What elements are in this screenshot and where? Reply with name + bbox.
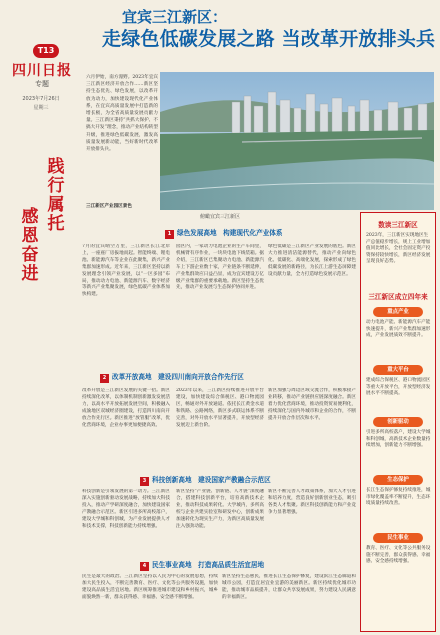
- logo-subtitle: 专题: [35, 80, 49, 88]
- headline-line-2: 走绿色低碳发展之路 当改革开放排头兵: [102, 28, 436, 50]
- sidebar-pill-3: 创新驱动: [373, 417, 423, 427]
- section-2-col-3: 新区加强与周边区域交流合作，积极承接产业转移，推动产业链供应链深度融合。新区着力优化营商环境，推动投资贸易便利化，持续深化与国内外城市和企业的合作，不断提升开放合作层次和水平。: [268, 388, 356, 421]
- section-3-title: [140, 474, 356, 485]
- section-3-col-3: 新区不断完善人才政策体系，加大人才引进和培养力度，营造良好创新创业生态，吸引各类人才集聚。新区科技创新能力和产业竞争力显著增强。: [268, 489, 356, 515]
- logo-text: 四川日报: [12, 63, 72, 79]
- headline-line-1: 宜宾三江新区：: [122, 8, 228, 26]
- slogan-line-1: 践行属托: [47, 157, 65, 234]
- section-3-heading: 科技创新高地 建设国家产教融合示范区: [152, 476, 271, 484]
- section-1-number: 1: [165, 230, 174, 239]
- vertical-slogan: [6, 157, 76, 284]
- sidebar-heading-1: 数读三江新区: [378, 221, 418, 229]
- section-4-col-2: 新区坚持生态惠民，推进长江生态保护修复，建设滨江生态廊道和城市公园，打造宜居宜业宜游的美丽新区。新区持续优化城市功能，推动城市品质提升，让群众共享发展成果，努力建设人民满意的幸福新区。: [222, 574, 356, 600]
- page-number-badge: T13: [33, 44, 59, 58]
- sidebar-pill-4: 生态保护: [373, 475, 423, 485]
- sidebar-heading-2: 三江新区成立四年来: [368, 293, 428, 301]
- headline: [82, 4, 434, 68]
- sidebar-text-1: 2023年，三江新区实现地区生产总值稳步增长，规上工业增加值同比增长，全社会固定资产投资保持较快增长，新区经济发展呈现良好态势。: [366, 233, 431, 265]
- section-3-col-1: 科技创新是引领发展的第一动力。三江新区深入实施创新驱动发展战略，持续加大科技投入，推动产学研深度融合，加快建设国家产教融合示范区。新区引进多所高校落户，建设大学城和科创城，为产业发展提供人才和技术支撑，科技创新能力持续增强。: [82, 489, 170, 529]
- lead-block: [82, 72, 160, 242]
- sidebar-text-5: 长江生态保护修复持续推进，城市绿化覆盖率不断提升，生态环境质量持续改善。: [366, 488, 431, 507]
- section-2-title: [100, 371, 356, 382]
- section-2-number: 2: [100, 374, 109, 383]
- section-1-col-1: 7月的宜宾晴空万里，三江新区长江北岸上，一座座厂房拔地而起。智能终端、锂电池、新能源汽车等企业在此聚集，新兴产业集群加速形成。近年来，三江新区坚持以新发展理念引领产业发展，以“一区多园”布局，推动动力电池、新能源汽车、数字经济等新兴产业集聚发展，绿色低碳产业体系加快构建。: [82, 244, 170, 298]
- section-1-col-2: 园区内，一家动力电池企业的生产车间里，机械臂有序作业，一块块电池下线装箱。据介绍，三江新区已集聚动力电池、新能源汽车上下游企业数十家，产业链条不断延伸，产业集群效应日益凸显，成为宜宾建设万亿级产业集群的重要承载地。新区坚持生态优先，推动产业发展与生态保护协同并进。: [176, 244, 264, 291]
- section-3-number: 3: [140, 477, 149, 486]
- section-4-col-1: 民生是最大的政治。三江新区坚持以人民为中心的发展思想，持续加大民生投入，不断完善教育、医疗、文化等公共服务设施，加快建设高品质生活宜居地。新区统筹推进城市建设和乡村振兴，城乡面貌焕然一新，群众获得感、幸福感、安全感不断增强。: [82, 574, 218, 600]
- sidebar-text-6: 教育、医疗、文化等公共服务设施不断完善，群众获得感、幸福感、安全感持续增强。: [366, 546, 431, 565]
- sidebar-pill-1: 重点产业: [373, 307, 423, 317]
- slogan-line-2: 感恩奋进: [21, 207, 39, 284]
- section-1-heading: 绿色发展高地 构建现代化产业体系: [177, 229, 283, 237]
- section-3-col-2: 新区坚持“产业链、创新链、人才链”深度融合，搭建科技创新平台，培育高新技术企业，推动科技成果转化。大学城内，多所高校与企业共建实验室和研发中心，创新成果加速转化为现实生产力，为新区高质量发展注入强劲动能。: [176, 489, 264, 529]
- data-sidebar: [360, 212, 436, 632]
- sidebar-text-4: 引进多所高校落户，建设大学城和科创城，高新技术企业数量持续增加，创新能力不断增强。: [366, 430, 431, 449]
- issue-date: 2023年7月26日: [22, 96, 60, 102]
- sidebar-pill-5: 民生事业: [373, 533, 423, 543]
- lead-caption: 三江新区产业园区景色: [86, 204, 132, 209]
- section-2-col-1: 改革开放是三江新区发展的关键一招。新区持续深化改革，以体制机制创新激发发展活力，以高水平开放拓展发展空间，积极融入成渝地区双城经济圈建设，打造四川南向开放合作先行区。新区推进“放管服”改革，优化营商环境，企业办事更加便捷高效。: [82, 388, 170, 428]
- sidebar-pill-2: 重大平台: [373, 365, 423, 375]
- sidebar-text-3: 建成综合保税区、港口物流园区等重大开放平台，开放型经济发展水平不断提高。: [366, 378, 431, 397]
- section-2-col-2: 2023年以来，三江新区持续推进开放平台建设，加快建设综合保税区、港口物流园区，畅通对外开放通道。依托长江黄金水道和铁路、公路网络，新区多式联运体系不断完善，对外开放水平显著提升，开放型经济发展迈上新台阶。: [176, 388, 264, 428]
- sidebar-text-2: 动力电池产能、新能源汽车产能快速提升，新兴产业集群加速形成，产业发展质效不断提升。: [366, 320, 431, 339]
- section-1-title: [165, 227, 357, 238]
- section-4-number: 4: [140, 562, 149, 571]
- masthead: [0, 0, 80, 635]
- photo-caption: 俯瞰宜宾三江新区: [200, 214, 241, 220]
- newspaper-logo: [10, 60, 74, 94]
- section-1-col-3: 绿色低碳是三江新区产业发展的底色。新区大力推进清洁能源替代，推动产业向绿色化、低碳化、高端化发展，探索形成了绿色低碳发展的新路径，为长江上游生态屏障建设贡献力量，全力打造绿色发展示范区。: [268, 244, 356, 277]
- section-4-heading: 民生事业高地 打造高品质生活宜居地: [152, 561, 265, 569]
- section-4-title: [140, 559, 356, 570]
- lead-paragraph: 六月伊始，南方漫野。2023年宜宾三江新区经济开放合作……新区坚持生态优先、绿色发展，以改革开放为动力，加快建设现代化产业体系，在宜宾高质量发展中打造新的增长极，为全省高质量发展贡献力量。三江新区秉持“共抓大保护、不搞大开发”理念，推动产业结构转型升级，推进绿色低碳发展，激发高质量发展新动能，当好新时代改革开放排头兵。: [86, 75, 158, 153]
- issue-weekday: 星期三: [33, 105, 49, 111]
- section-2-heading: 改革开放高地 建设四川南向开放合作先行区: [112, 373, 244, 381]
